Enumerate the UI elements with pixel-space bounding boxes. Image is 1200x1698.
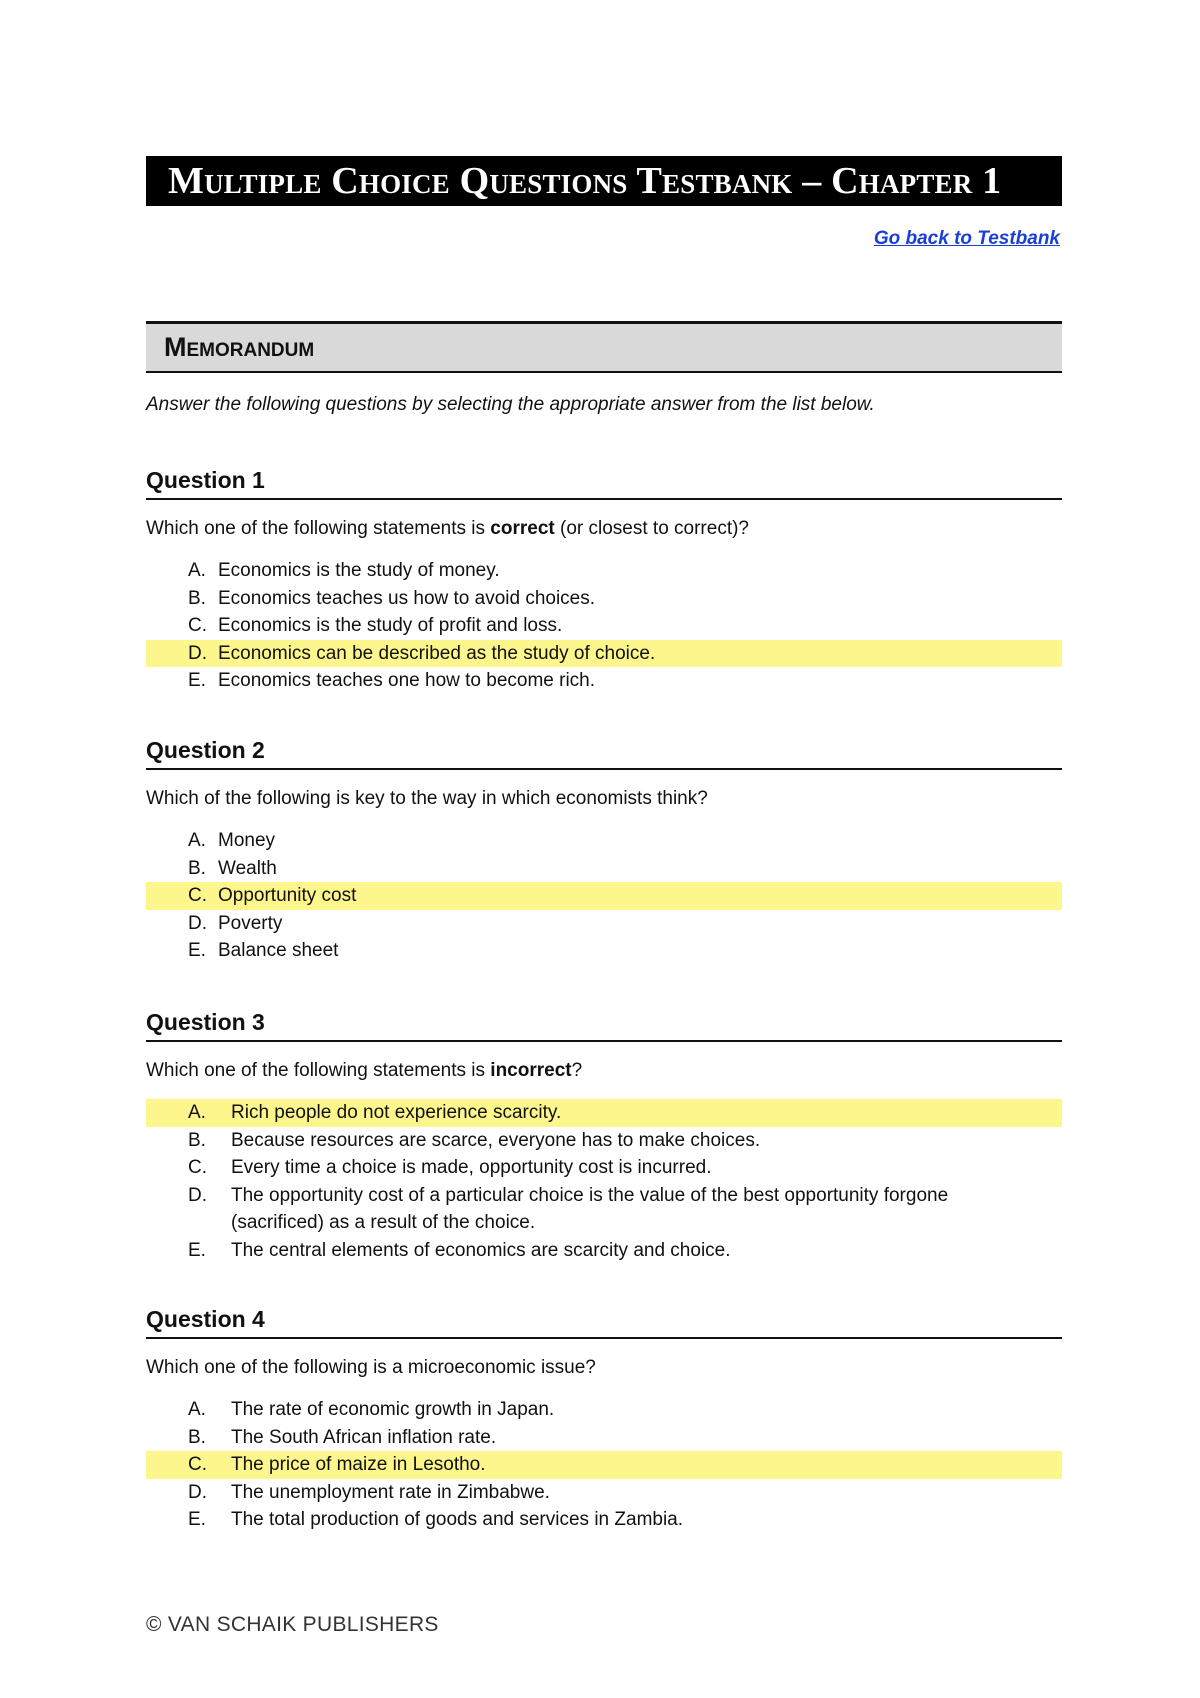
answer-option[interactable] <box>146 667 1062 695</box>
option-text: Opportunity cost <box>218 885 357 906</box>
answer-option[interactable] <box>146 557 1062 585</box>
answer-option[interactable] <box>146 1396 1062 1424</box>
document-page <box>146 0 1062 1698</box>
option-letter: B. <box>188 1426 206 1448</box>
question-stem <box>146 1356 1062 1380</box>
question-block <box>146 1005 1062 1264</box>
answer-option[interactable] <box>146 910 1062 938</box>
option-text: Every time a choice is made, opportunity cost is incurred. <box>231 1157 712 1178</box>
stem-emphasis: correct <box>490 518 555 539</box>
answer-option-correct[interactable] <box>146 640 1062 668</box>
copyright-footer: © VAN SCHAIK PUBLISHERS <box>146 1613 439 1636</box>
option-text: The total production of goods and services in Zambia. <box>231 1509 684 1530</box>
answer-option[interactable] <box>146 1182 1062 1237</box>
memorandum-title: Memorandum <box>164 332 315 362</box>
option-text: Because resources are scarce, everyone has to make choices. <box>231 1129 761 1151</box>
option-text: The rate of economic growth in Japan. <box>231 1399 555 1420</box>
stem-text: ? <box>571 1060 583 1081</box>
title-banner <box>146 156 1062 206</box>
answer-option[interactable] <box>146 855 1062 883</box>
option-text: Economics is the study of money. <box>218 560 500 581</box>
question-block <box>146 463 1062 695</box>
option-letter: E. <box>188 1239 206 1261</box>
answer-option[interactable] <box>146 1506 1062 1534</box>
answer-option-correct[interactable] <box>146 882 1062 910</box>
option-text: The opportunity cost of a particular choice is the value of the best opportunity forgone (sacrificed) as a result of the choice. <box>231 1184 949 1233</box>
instructions-text: Answer the following questions by selecting the appropriate answer from the list below. <box>146 394 875 415</box>
option-letter: C. <box>188 615 207 636</box>
option-letter: B. <box>188 1129 206 1151</box>
option-letter: D. <box>188 1481 207 1503</box>
answer-option[interactable] <box>146 827 1062 855</box>
option-text: Rich people do not experience scarcity. <box>231 1102 562 1123</box>
stem-emphasis: incorrect <box>490 1060 572 1081</box>
option-text: Economics can be described as the study of choice. <box>218 642 656 664</box>
question-block <box>146 733 1062 965</box>
answer-option[interactable] <box>146 1479 1062 1507</box>
question-stem <box>146 787 1062 811</box>
option-letter: A. <box>188 1102 206 1123</box>
answer-option-correct[interactable] <box>146 1099 1062 1127</box>
question-stem <box>146 1059 1062 1083</box>
answer-option[interactable] <box>146 612 1062 640</box>
option-text: Economics teaches us how to avoid choices. <box>218 587 596 609</box>
option-letter: E. <box>188 940 206 961</box>
answer-option[interactable] <box>146 1154 1062 1182</box>
option-letter: C. <box>188 885 207 906</box>
question-heading: Question 2 <box>146 733 1062 770</box>
answer-options-list <box>146 1099 1062 1264</box>
option-letter: D. <box>188 642 207 664</box>
stem-text: Which one of the following statements is <box>146 1060 491 1081</box>
stem-text: (or closest to correct)? <box>554 518 749 539</box>
option-letter: C. <box>188 1157 207 1178</box>
option-text: The central elements of economics are scarcity and choice. <box>231 1239 731 1261</box>
option-text: Poverty <box>218 912 283 934</box>
option-letter: C. <box>188 1454 207 1475</box>
option-letter: D. <box>188 1184 207 1206</box>
answer-option[interactable] <box>146 1237 1062 1265</box>
question-heading: Question 4 <box>146 1302 1062 1339</box>
stem-text: Which one of the following is a microeconomic issue? <box>146 1357 596 1378</box>
option-text: Wealth <box>218 857 277 879</box>
option-letter: D. <box>188 912 207 934</box>
option-letter: A. <box>188 1399 206 1420</box>
answer-option[interactable] <box>146 1127 1062 1155</box>
option-text: Balance sheet <box>218 940 339 961</box>
answer-option-correct[interactable] <box>146 1451 1062 1479</box>
question-stem <box>146 517 1062 541</box>
answer-options-list <box>146 557 1062 695</box>
answer-option[interactable] <box>146 585 1062 613</box>
option-text: Economics teaches one how to become rich. <box>218 670 596 691</box>
question-heading: Question 3 <box>146 1005 1062 1042</box>
page-title: Multiple Choice Questions Testbank – Chapter 1 <box>168 160 1002 202</box>
answer-option[interactable] <box>146 1424 1062 1452</box>
question-block <box>146 1302 1062 1534</box>
option-letter: E. <box>188 670 206 691</box>
option-letter: B. <box>188 857 206 879</box>
answer-options-list <box>146 1396 1062 1534</box>
option-letter: A. <box>188 560 206 581</box>
memorandum-header <box>146 321 1062 373</box>
option-text: The unemployment rate in Zimbabwe. <box>231 1481 550 1503</box>
option-letter: B. <box>188 587 206 609</box>
back-to-testbank-link[interactable]: Go back to Testbank <box>873 228 1060 249</box>
answer-option[interactable] <box>146 937 1062 965</box>
answer-options-list <box>146 827 1062 965</box>
stem-text: Which one of the following statements is <box>146 518 491 539</box>
option-text: Money <box>218 830 276 851</box>
option-text: Economics is the study of profit and loss. <box>218 615 563 636</box>
option-text: The South African inflation rate. <box>231 1426 497 1448</box>
question-heading: Question 1 <box>146 463 1062 500</box>
option-letter: A. <box>188 830 206 851</box>
option-letter: E. <box>188 1509 206 1530</box>
option-text: The price of maize in Lesotho. <box>231 1454 486 1475</box>
stem-text: Which of the following is key to the way in which economists think? <box>146 788 708 809</box>
